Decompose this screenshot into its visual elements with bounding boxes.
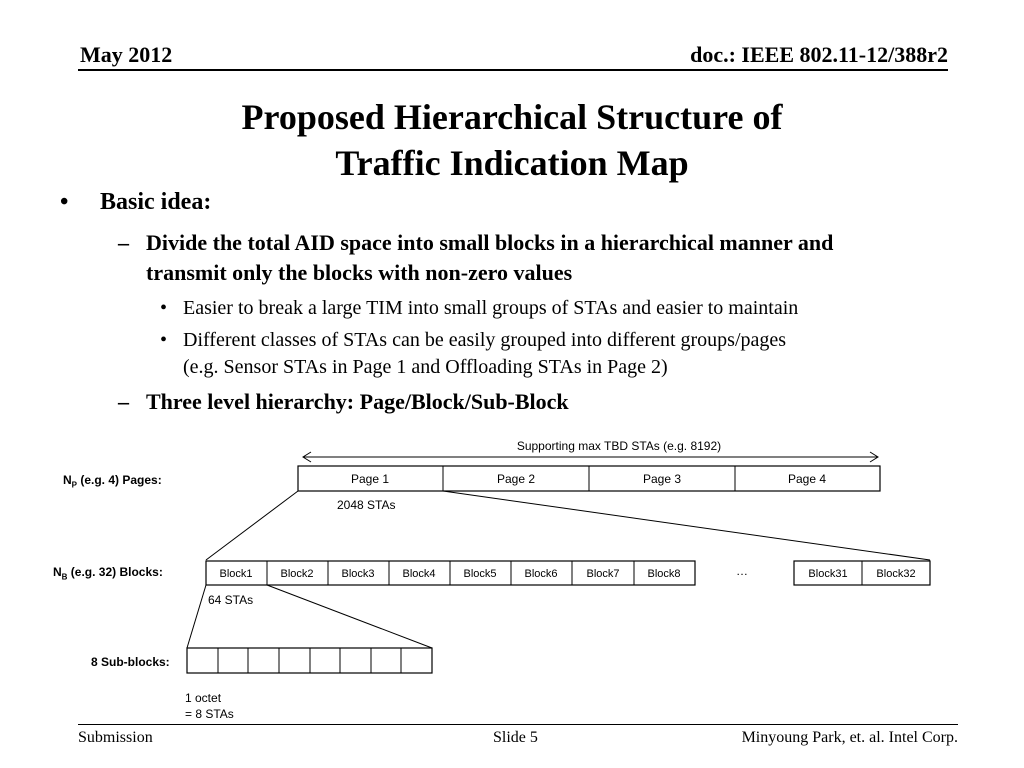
footer-rule: [78, 724, 958, 725]
dash-marker-2: –: [118, 389, 129, 414]
zoom-line: [206, 491, 298, 560]
zoom-line: [187, 585, 206, 648]
bullet-divide-line1: Divide the total AID space into small blocks in a hierarchical manner and: [146, 230, 834, 255]
block-cell: Block4: [402, 568, 436, 580]
subblocks-level-label: 8 Sub-blocks:: [91, 655, 170, 669]
pages-label-sub: P: [71, 480, 78, 490]
block-cell: Block7: [586, 568, 620, 580]
block-cell: Block2: [280, 568, 314, 580]
bullet-three-level: Three level hierarchy: Page/Block/Sub-Block: [146, 389, 569, 414]
blocks-label-sub: B: [61, 572, 68, 582]
pages-level-label: [63, 473, 162, 489]
page-stas-label: 2048 STAs: [337, 498, 396, 512]
block-cell: Block5: [463, 568, 497, 580]
footer-submission: Submission: [78, 729, 153, 746]
bullet-basic-idea: Basic idea:: [100, 189, 212, 215]
bullet-marker-level1: •: [60, 189, 69, 215]
block-cell: Block3: [341, 568, 375, 580]
bullet-classes-line1: Different classes of STAs can be easily grouped into different groups/pages: [183, 329, 787, 351]
page-cell: Page 2: [496, 472, 536, 486]
dot-marker-2: •: [160, 329, 168, 351]
dot-marker-1: •: [160, 297, 168, 319]
block-cell: Block32: [876, 568, 916, 580]
blocks-label-prefix: N: [53, 565, 62, 579]
header-date: May 2012: [80, 42, 173, 67]
page-cell: Page 1: [350, 472, 390, 486]
bullet-divide-line2: transmit only the blocks with non-zero values: [146, 260, 573, 285]
blocks-label-suffix: (e.g. 32) Blocks:: [67, 565, 163, 579]
footer-slide-number: Slide 5: [493, 729, 538, 746]
slide-title-line2: Traffic Indication Map: [335, 143, 689, 183]
octet-label-line1: 1 octet: [185, 691, 222, 705]
supporting-label: Supporting max TBD STAs (e.g. 8192): [516, 439, 722, 453]
blocks-level-label: [53, 565, 163, 581]
footer-author: Minyoung Park, et. al. Intel Corp.: [741, 729, 958, 746]
octet-label-line2: = 8 STAs: [185, 707, 234, 721]
zoom-line: [443, 491, 930, 560]
block-stas-label: 64 STAs: [208, 593, 254, 607]
page-cell: Page 4: [787, 472, 827, 486]
blocks-ellipsis: …: [736, 564, 748, 578]
block-cell: Block1: [219, 568, 253, 580]
slide-title-line1: Proposed Hierarchical Structure of: [241, 97, 783, 137]
dash-marker-1: –: [118, 230, 129, 255]
pages-label-suffix: (e.g. 4) Pages:: [77, 473, 162, 487]
bullet-classes-line2: (e.g. Sensor STAs in Page 1 and Offloading STAs in Page 2): [183, 356, 668, 378]
header-doc-id: doc.: IEEE 802.11-12/388r2: [690, 42, 948, 67]
block-cell: Block6: [524, 568, 558, 580]
block-cell: Block8: [647, 568, 681, 580]
zoom-line: [267, 585, 432, 648]
block-cell: Block31: [808, 568, 848, 580]
bullet-easier: Easier to break a large TIM into small groups of STAs and easier to maintain: [183, 297, 799, 319]
page-cell: Page 3: [642, 472, 682, 486]
pages-label-prefix: N: [63, 473, 72, 487]
